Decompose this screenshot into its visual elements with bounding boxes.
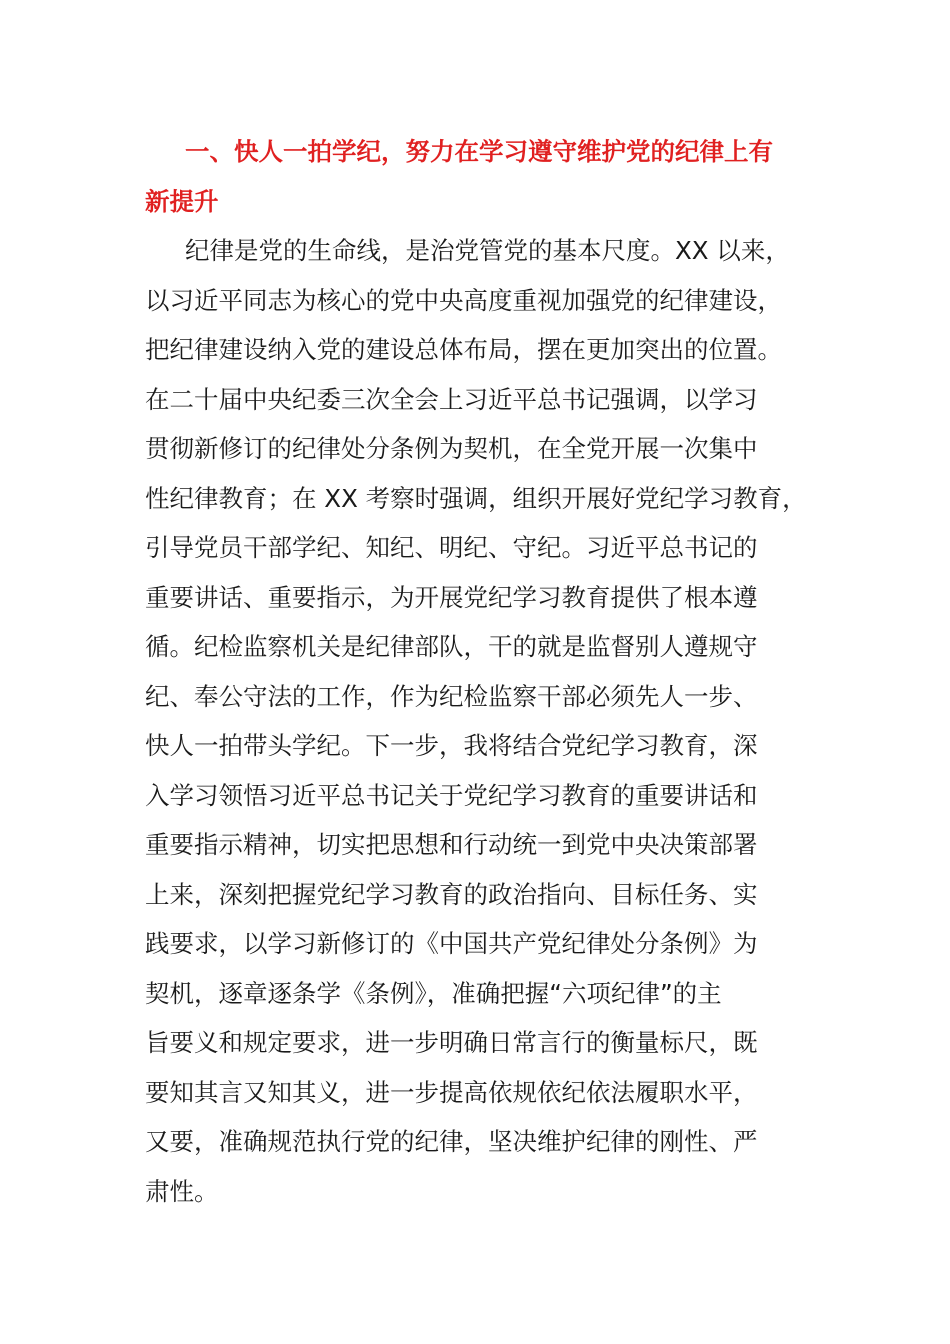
paragraph-line: 以习近平同志为核心的党中央高度重视加强党的纪律建设，	[145, 285, 782, 315]
paragraph-line: 践要求，以学习新修订的《中国共产党纪律处分条例》为	[145, 929, 758, 958]
paragraph-line: 循。纪检监察机关是纪律部队，干的就是监督别人遵规守	[145, 632, 758, 661]
paragraph-line: 快人一拍带头学纪。下一步，我将结合党纪学习教育，深	[145, 731, 758, 760]
paragraph-line: 在二十届中央纪委三次全会上习近平总书记强调，以学习	[145, 384, 758, 414]
paragraph-line: 引导党员干部学纪、知纪、明纪、守纪。习近平总书记的	[145, 533, 758, 562]
section-heading	[145, 127, 825, 226]
paragraph-line: 纪、奉公守法的工作，作为纪检监察干部必须先人一步、	[145, 681, 758, 711]
paragraph-line: 重要讲话、重要指示，为开展党纪学习教育提供了根本遵	[145, 582, 758, 612]
paragraph-line: 纪律是党的生命线，是治党管党的基本尺度。XX 以来，	[185, 236, 790, 265]
paragraph-line: 把纪律建设纳入党的建设总体布局，摆在更加突出的位置。	[145, 335, 782, 364]
paragraph-line: 贯彻新修订的纪律处分条例为契机，在全党开展一次集中	[145, 434, 758, 463]
paragraph-line: 肃性。	[145, 1176, 219, 1206]
paragraph-line: 旨要义和规定要求，进一步明确日常言行的衡量标尺，既	[145, 1028, 758, 1057]
body-paragraph	[145, 226, 825, 1216]
paragraph-line: 要知其言又知其义，进一步提高依规依纪依法履职水平，	[145, 1077, 758, 1107]
paragraph-line: 性纪律教育；在 XX 考察时强调，组织开展好党纪学习教育，	[145, 483, 807, 513]
paragraph-line: 契机，逐章逐条学《条例》，准确把握“六项纪律”的主	[145, 978, 722, 1008]
paragraph-line: 又要，准确规范执行党的纪律，坚决维护纪律的刚性、严	[145, 1127, 758, 1156]
heading-line: 一、快人一拍学纪，努力在学习遵守维护党的纪律上有	[185, 137, 773, 166]
paragraph-line: 入学习领悟习近平总书记关于党纪学习教育的重要讲话和	[145, 780, 758, 810]
paragraph-line: 上来，深刻把握党纪学习教育的政治指向、目标任务、实	[145, 879, 758, 909]
document-content	[145, 127, 825, 1216]
paragraph-line: 重要指示精神，切实把思想和行动统一到党中央决策部署	[145, 830, 758, 859]
heading-line: 新提升	[145, 186, 219, 216]
